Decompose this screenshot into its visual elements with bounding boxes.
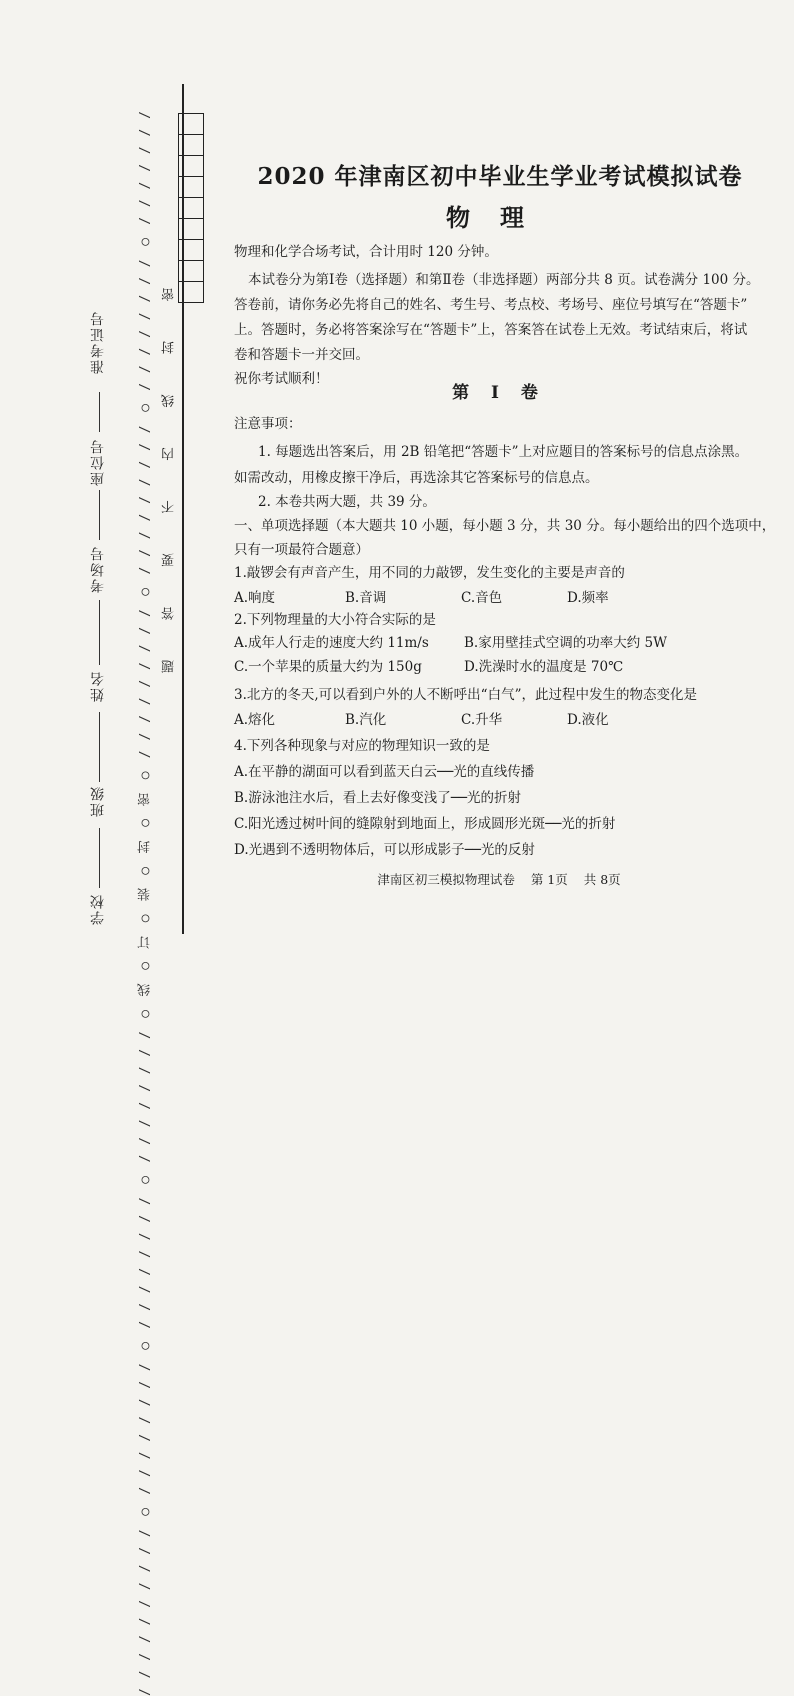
- intro-line: 卷和答题卡一并交回。: [234, 347, 369, 363]
- question-stem: 1.敲锣会有声音产生，用不同的力敲锣，发生变化的主要是声音的: [234, 565, 625, 581]
- answer-option: B.音调: [345, 590, 387, 606]
- section-title: 第 Ⅰ 卷: [452, 383, 546, 403]
- answer-option: D.洗澡时水的温度是 70℃: [464, 659, 624, 675]
- intro-line: 祝你考试顺利！: [234, 371, 329, 387]
- note-line: 如需改动，用橡皮擦干净后，再选涂其它答案标号的信息点。: [234, 470, 599, 486]
- part-instructions: 一、单项选择题（本大题共 10 小题，每小题 3 分，共 30 分。每小题给出的四个选项中，: [234, 518, 776, 534]
- answer-option: C.音色: [461, 590, 503, 606]
- seal-notice-top: 题 答 要 不 内 线 封 密: [162, 270, 177, 673]
- answer-option: A.熔化: [234, 712, 276, 728]
- name-label: 姓名: [90, 670, 106, 702]
- seal-slash-chain: / / / / / / / / / / ○ / / / / / / / / ○ / / / / / / / / ○ / / / / / / / / ○ 线 ○ 订 ○ 装 ○ 封 ○ 密 ○ / / / / / / / / / ○ / / / / / / / / / ○ / / / / / / / / ○ / / / / / / /: [138, 110, 153, 1696]
- answer-option: A.响度: [234, 590, 276, 606]
- intro-line: 上。答题时，务必将答案涂写在“答题卡”上，答案答在试卷上无效。考试结束后，将试: [234, 322, 748, 338]
- binding-rule: [182, 84, 184, 934]
- student-info-column: [88, 0, 116, 1028]
- ticket-number-label: 准考证号: [90, 310, 106, 374]
- answer-option: D.光遇到不透明物体后，可以形成影子──光的反射: [234, 842, 535, 858]
- footer-total-pages: 共 8页: [583, 872, 621, 887]
- part-instructions: 只有一项最符合题意）: [234, 542, 369, 558]
- question-stem: 3.北方的冬天,可以看到户外的人不断呼出“白气”，此过程中发生的物态变化是: [234, 687, 697, 703]
- seat-label: 座位号: [90, 438, 106, 486]
- class-label: 班级: [90, 785, 106, 817]
- answer-option: C.一个苹果的质量大约为 150g: [234, 659, 422, 675]
- answer-option: B.家用壁挂式空调的功率大约 5W: [464, 635, 667, 651]
- exam-subject: 物理: [446, 203, 554, 232]
- exam-title: 2020 年津南区初中毕业生学业考试模拟试卷: [257, 163, 743, 190]
- note-line: 1. 每题选出答案后，用 2B 铅笔把“答题卡”上对应题目的答案标号的信息点涂黑。: [258, 444, 749, 460]
- answer-option: B.游泳池注水后，看上去好像变浅了──光的折射: [234, 790, 521, 806]
- answer-option: C.阳光透过树叶间的缝隙射到地面上，形成圆形光斑──光的折射: [234, 816, 616, 832]
- room-field-line[interactable]: [99, 490, 100, 540]
- intro-line: 答卷前，请你务必先将自己的姓名、考生号、考点校、考场号、座位号填写在“答题卡”: [234, 297, 748, 313]
- footer-exam-name: 津南区初三模拟物理试卷: [377, 872, 515, 887]
- intro-line: 本试卷分为第Ⅰ卷（选择题）和第Ⅱ卷（非选择题）两部分共 8 页。试卷满分 100 分。: [248, 272, 760, 288]
- school-field-line[interactable]: [99, 828, 100, 888]
- notes-heading: 注意事项：: [234, 416, 302, 432]
- seat-field-line[interactable]: [99, 392, 100, 432]
- intro-line: 物理和化学合场考试，合计用时 120 分钟。: [234, 244, 498, 260]
- answer-option: A.成年人行走的速度大约 11m/s: [234, 635, 429, 651]
- answer-option: D.频率: [567, 590, 609, 606]
- note-line: 2. 本卷共两大题，共 39 分。: [258, 494, 436, 510]
- answer-option: D.液化: [567, 712, 609, 728]
- page-footer: [234, 870, 764, 888]
- answer-option: C.升华: [461, 712, 503, 728]
- footer-page-number: 第 1页: [530, 872, 568, 887]
- name-field-line[interactable]: [99, 600, 100, 665]
- answer-option: B.汽化: [345, 712, 387, 728]
- question-stem: 2.下列物理量的大小符合实际的是: [234, 612, 436, 628]
- answer-option: A.在平静的湖面可以看到蓝天白云──光的直线传播: [234, 764, 535, 780]
- school-label: 学校: [90, 893, 106, 925]
- room-label: 考场号: [90, 545, 106, 593]
- class-field-line[interactable]: [99, 712, 100, 782]
- question-stem: 4.下列各种现象与对应的物理知识一致的是: [234, 738, 490, 754]
